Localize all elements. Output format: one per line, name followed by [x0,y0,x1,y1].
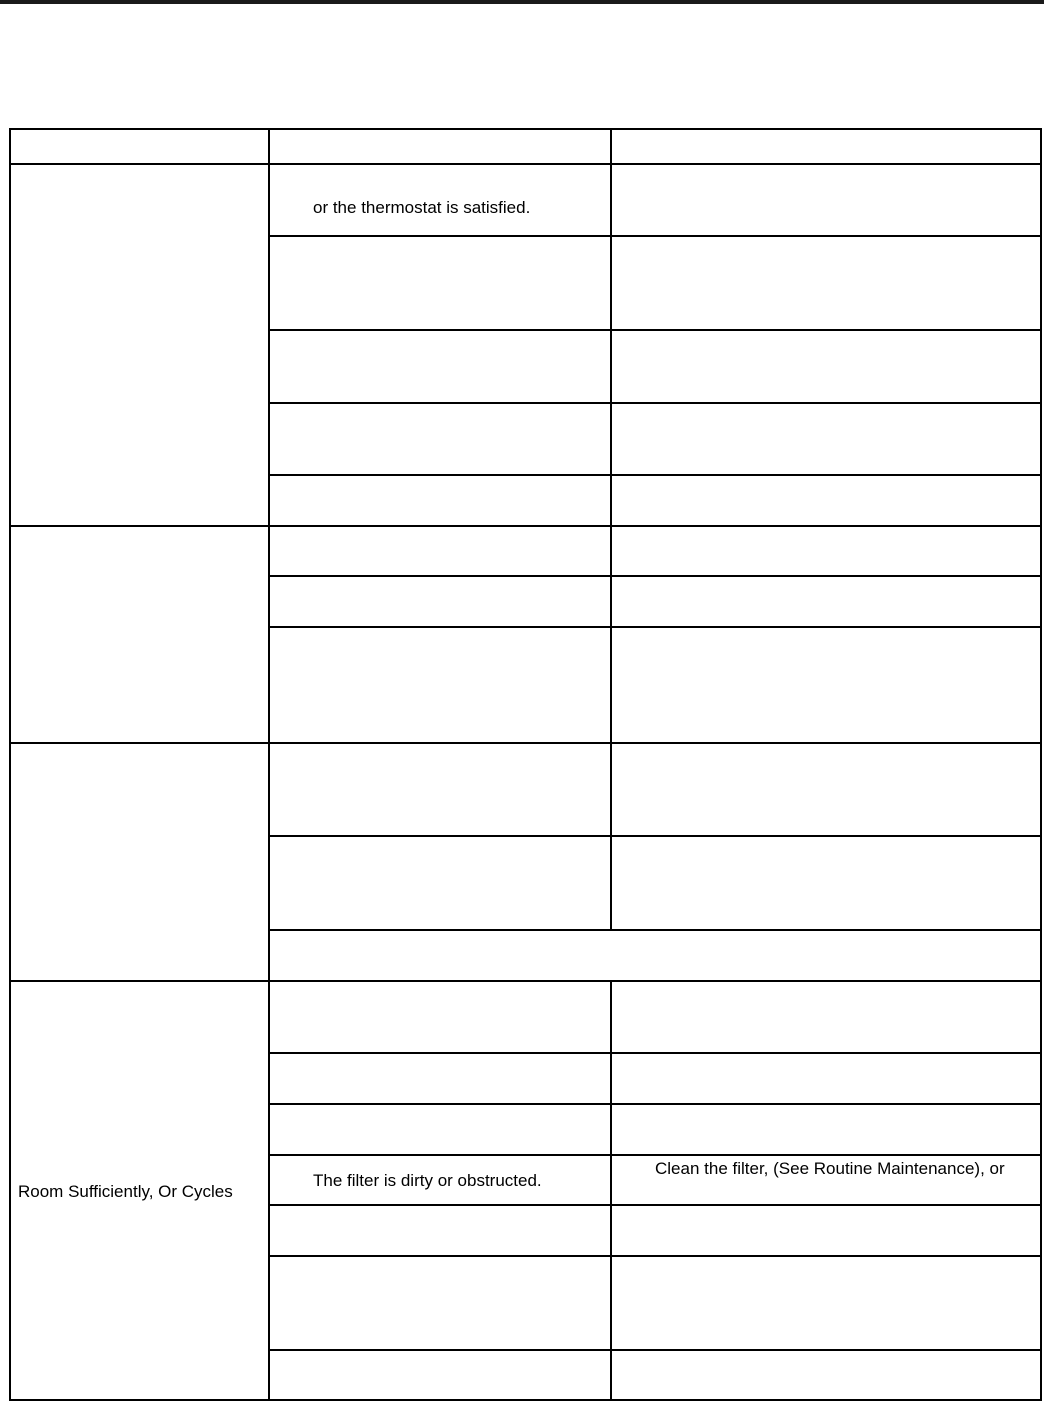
row-divider [268,1204,1042,1206]
column-divider-2 [610,980,612,1401]
row-divider [268,329,1042,331]
row-divider [268,1103,1042,1105]
table-border-bottom [9,1399,1042,1401]
row-divider [268,1052,1042,1054]
row-divider [268,575,1042,577]
group-divider [9,980,1042,982]
row-divider [268,235,1042,237]
table-border-left [9,128,11,1401]
row-divider [268,474,1042,476]
cause-cell-text: or the thermostat is satisfied. [313,198,531,217]
group-divider [9,525,1042,527]
row-divider [268,929,1042,931]
row-divider [268,1349,1042,1351]
row-divider [268,626,1042,628]
table-border-right [1040,128,1042,1401]
group-divider [9,742,1042,744]
table-border-top [9,128,1042,130]
problem-cell-text: Room Sufficiently, Or Cycles [18,1182,233,1201]
column-divider-1 [268,128,270,1401]
row-divider [268,402,1042,404]
row-divider [268,1154,1042,1156]
remedy-cell-text: Clean the filter, (See Routine Maintenance), or [655,1159,1005,1178]
column-divider-2 [610,128,612,931]
header-row-divider [9,163,1042,165]
cause-cell-text: The filter is dirty or obstructed. [313,1171,542,1190]
row-divider [268,835,1042,837]
row-divider [268,1255,1042,1257]
